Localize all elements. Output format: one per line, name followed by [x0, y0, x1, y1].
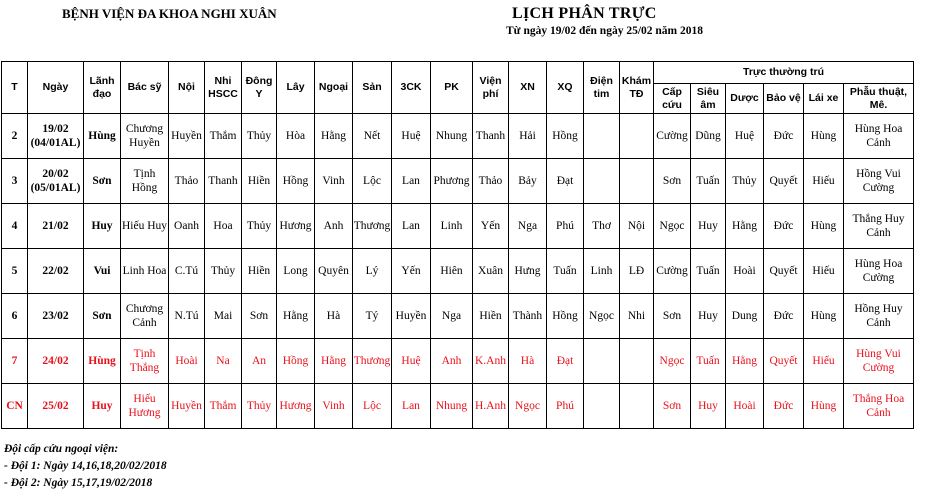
table-cell — [620, 159, 654, 204]
table-cell: Hùng Vui Cường — [844, 339, 914, 384]
table-cell: Huy — [691, 294, 726, 339]
table-cell: Đức — [764, 204, 804, 249]
table-cell: Quyết — [764, 339, 804, 384]
table-cell: 22/02 — [28, 249, 84, 294]
table-cell: Hoa — [205, 204, 242, 249]
table-cell: Lý — [353, 249, 392, 294]
table-cell: Huyền — [169, 384, 205, 429]
table-cell: Hồng Huy Cảnh — [844, 294, 914, 339]
footer-team-2: - Đội 2: Ngày 15,17,19/02/2018 — [4, 477, 153, 489]
table-cell: Thủy — [242, 384, 277, 429]
table-cell: Vui — [84, 249, 121, 294]
table-cell: Phương — [431, 159, 473, 204]
table-cell: Anh — [315, 204, 353, 249]
col-header: Bác sỹ — [121, 62, 169, 114]
col-header: Sản — [353, 62, 392, 114]
table-row — [2, 114, 914, 159]
col-header: Phẫu thuật, Mê. — [844, 84, 914, 114]
table-cell: Quyết — [764, 159, 804, 204]
table-cell: Hồng — [277, 339, 315, 384]
table-cell: Nhi — [620, 294, 654, 339]
table-cell: K.Anh — [473, 339, 509, 384]
col-header: Nhi HSCC — [205, 62, 242, 114]
table-cell: Na — [205, 339, 242, 384]
table-cell: Tịnh Hồng — [121, 159, 169, 204]
table-cell: Huy — [691, 204, 726, 249]
table-cell: Hùng — [804, 204, 844, 249]
table-cell: 5 — [2, 249, 28, 294]
table-cell: Lan — [392, 204, 431, 249]
col-header: 3CK — [392, 62, 431, 114]
table-cell — [584, 384, 620, 429]
table-cell: Long — [277, 249, 315, 294]
table-cell: Ngọc — [509, 384, 547, 429]
table-cell: Tuấn — [691, 249, 726, 294]
table-cell: Lộc — [353, 384, 392, 429]
table-cell: Hoài — [726, 384, 764, 429]
col-header: Khám TĐ — [620, 62, 654, 114]
table-cell: Sơn — [84, 159, 121, 204]
table-row — [2, 384, 914, 429]
table-cell: Hằng — [277, 294, 315, 339]
table-cell: Hiền — [473, 294, 509, 339]
table-cell: 23/02 — [28, 294, 84, 339]
table-row — [2, 204, 914, 249]
col-header: Lãnh đạo — [84, 62, 121, 114]
table-cell: LĐ — [620, 249, 654, 294]
table-row — [2, 339, 914, 384]
table-cell: Hiếu Hương — [121, 384, 169, 429]
table-cell: Thơ — [584, 204, 620, 249]
table-cell: 20/02 (05/01AL) — [28, 159, 84, 204]
col-header: Nội — [169, 62, 205, 114]
table-cell: Thủy — [242, 204, 277, 249]
table-cell: Hoài — [726, 249, 764, 294]
table-cell: Hoài — [169, 339, 205, 384]
col-header: Cấp cứu — [654, 84, 691, 114]
table-cell: Cường — [654, 249, 691, 294]
table-cell: Ngọc — [584, 294, 620, 339]
table-cell: Thành — [509, 294, 547, 339]
table-cell: Hiền — [242, 159, 277, 204]
table-cell: Hùng — [84, 114, 121, 159]
table-cell: Hùng Hoa Cảnh — [844, 114, 914, 159]
table-cell: Hằng — [315, 114, 353, 159]
table-cell: Đức — [764, 294, 804, 339]
table-cell: Thắm — [205, 114, 242, 159]
table-cell: Hồng — [277, 159, 315, 204]
table-cell: Hùng Hoa Cường — [844, 249, 914, 294]
table-cell: Huyền — [392, 294, 431, 339]
table-cell: Hòa — [277, 114, 315, 159]
table-cell: N.Tú — [169, 294, 205, 339]
table-cell: Mai — [205, 294, 242, 339]
table-cell: Phú — [547, 204, 584, 249]
table-cell: Dũng — [691, 114, 726, 159]
col-header: T — [2, 62, 28, 114]
table-cell: Yến — [473, 204, 509, 249]
table-cell: Hiếu Huy — [121, 204, 169, 249]
col-header: Ngoại — [315, 62, 353, 114]
table-cell: Chương Cảnh — [121, 294, 169, 339]
col-header: XN — [509, 62, 547, 114]
table-cell: Lộc — [353, 159, 392, 204]
table-cell: Hà — [315, 294, 353, 339]
table-cell: Hằng — [726, 204, 764, 249]
table-cell: Ngọc — [654, 339, 691, 384]
col-header: PK — [431, 62, 473, 114]
table-cell: Hồng Vui Cường — [844, 159, 914, 204]
table-cell — [620, 384, 654, 429]
table-cell: 25/02 — [28, 384, 84, 429]
table-cell: Dung — [726, 294, 764, 339]
table-row — [2, 159, 914, 204]
table-cell: Hưng — [509, 249, 547, 294]
col-header: Điện tim — [584, 62, 620, 114]
table-cell: Nhung — [431, 384, 473, 429]
table-cell: Nga — [431, 294, 473, 339]
table-cell: 19/02 (04/01AL) — [28, 114, 84, 159]
table-cell: Thanh — [473, 114, 509, 159]
col-header: Bảo vệ — [764, 84, 804, 114]
table-cell: Huệ — [726, 114, 764, 159]
table-row — [2, 249, 914, 294]
table-cell: Hùng — [804, 294, 844, 339]
duty-schedule-table — [1, 61, 914, 429]
table-cell: Thủy — [242, 114, 277, 159]
table-cell: Lan — [392, 384, 431, 429]
footer-team-1: - Đội 1: Ngày 14,16,18,20/02/2018 — [4, 460, 167, 472]
table-cell: Lan — [392, 159, 431, 204]
table-cell: Hùng — [804, 114, 844, 159]
table-cell: Hằng — [726, 339, 764, 384]
col-header: Viện phí — [473, 62, 509, 114]
table-cell — [584, 339, 620, 384]
table-cell: H.Anh — [473, 384, 509, 429]
table-cell: Yến — [392, 249, 431, 294]
table-cell: Thắng Huy Cảnh — [844, 204, 914, 249]
table-cell: Hùng — [804, 384, 844, 429]
table-cell: Hương — [277, 204, 315, 249]
table-cell: Đạt — [547, 339, 584, 384]
table-cell: 2 — [2, 114, 28, 159]
table-cell: Sơn — [654, 294, 691, 339]
table-cell: Tý — [353, 294, 392, 339]
table-cell: Thương — [353, 204, 392, 249]
table-cell: Sơn — [242, 294, 277, 339]
col-header: Dược — [726, 84, 764, 114]
table-cell: 4 — [2, 204, 28, 249]
table-cell: Chương Huyền — [121, 114, 169, 159]
table-cell: Vinh — [315, 159, 353, 204]
table-cell: Huệ — [392, 114, 431, 159]
table-cell: Anh — [431, 339, 473, 384]
col-header: Siêu âm — [691, 84, 726, 114]
table-cell: Thanh — [205, 159, 242, 204]
col-header: XQ — [547, 62, 584, 114]
table-cell: Thủy — [726, 159, 764, 204]
table-cell: Linh — [584, 249, 620, 294]
table-cell — [620, 114, 654, 159]
table-cell: Linh — [431, 204, 473, 249]
table-cell: Thảo — [169, 159, 205, 204]
table-cell: C.Tú — [169, 249, 205, 294]
table-cell: Thắm — [205, 384, 242, 429]
table-cell: Quyên — [315, 249, 353, 294]
table-cell: 21/02 — [28, 204, 84, 249]
table-cell: Hà — [509, 339, 547, 384]
col-header: Lây — [277, 62, 315, 114]
table-cell: Đạt — [547, 159, 584, 204]
col-header: Đông Y — [242, 62, 277, 114]
table-cell: Quyết — [764, 249, 804, 294]
table-cell: Hiền — [242, 249, 277, 294]
table-cell: Huy — [84, 204, 121, 249]
table-cell: Thương — [353, 339, 392, 384]
table-cell: An — [242, 339, 277, 384]
table-cell: Tuấn — [691, 339, 726, 384]
table-cell: Huy — [84, 384, 121, 429]
table-cell: Thủy — [205, 249, 242, 294]
table-cell: Thảo — [473, 159, 509, 204]
table-cell: Hằng — [315, 339, 353, 384]
table-cell: Hùng — [84, 339, 121, 384]
group-header-resident: Trực thường trú — [654, 62, 914, 84]
table-cell: Hiếu — [804, 159, 844, 204]
table-cell: Huệ — [392, 339, 431, 384]
table-cell: Ngọc — [654, 204, 691, 249]
table-cell: Thắng Hoa Cảnh — [844, 384, 914, 429]
table-cell: Sơn — [654, 384, 691, 429]
table-cell: 3 — [2, 159, 28, 204]
table-cell: Tuấn — [691, 159, 726, 204]
table-cell: Hương — [277, 384, 315, 429]
table-cell: Nga — [509, 204, 547, 249]
footer-heading: Đội cấp cứu ngoại viện: — [4, 443, 119, 455]
table-cell: Huyền — [169, 114, 205, 159]
table-cell: Nết — [353, 114, 392, 159]
table-cell: Đức — [764, 114, 804, 159]
date-range: Từ ngày 19/02 đến ngày 25/02 năm 2018 — [506, 25, 703, 37]
table-cell: Nhung — [431, 114, 473, 159]
table-cell — [620, 339, 654, 384]
table-cell: Tuấn — [547, 249, 584, 294]
page-title: LỊCH PHÂN TRỰC — [512, 5, 657, 22]
table-cell: Hồng — [547, 114, 584, 159]
table-cell: Nội — [620, 204, 654, 249]
table-cell: Hiếu — [804, 339, 844, 384]
table-cell: CN — [2, 384, 28, 429]
table-cell: Hồng — [547, 294, 584, 339]
table-cell: Hiên — [431, 249, 473, 294]
table-cell: Xuân — [473, 249, 509, 294]
table-cell: Linh Hoa — [121, 249, 169, 294]
table-cell: Tịnh Thắng — [121, 339, 169, 384]
table-cell — [584, 159, 620, 204]
col-header: Ngày — [28, 62, 84, 114]
table-cell: Hải — [509, 114, 547, 159]
table-cell: Huy — [691, 384, 726, 429]
table-row — [2, 294, 914, 339]
table-cell: Cường — [654, 114, 691, 159]
table-cell — [584, 114, 620, 159]
table-cell: Sơn — [84, 294, 121, 339]
table-cell: 24/02 — [28, 339, 84, 384]
table-cell: Hiếu — [804, 249, 844, 294]
table-cell: 6 — [2, 294, 28, 339]
col-header: Lái xe — [804, 84, 844, 114]
table-cell: Vinh — [315, 384, 353, 429]
hospital-name: BỆNH VIỆN ĐA KHOA NGHI XUÂN — [62, 6, 277, 21]
table-cell: Oanh — [169, 204, 205, 249]
table-cell: Phú — [547, 384, 584, 429]
table-cell: Đức — [764, 384, 804, 429]
table-cell: Bảy — [509, 159, 547, 204]
table-cell: 7 — [2, 339, 28, 384]
table-cell: Sơn — [654, 159, 691, 204]
